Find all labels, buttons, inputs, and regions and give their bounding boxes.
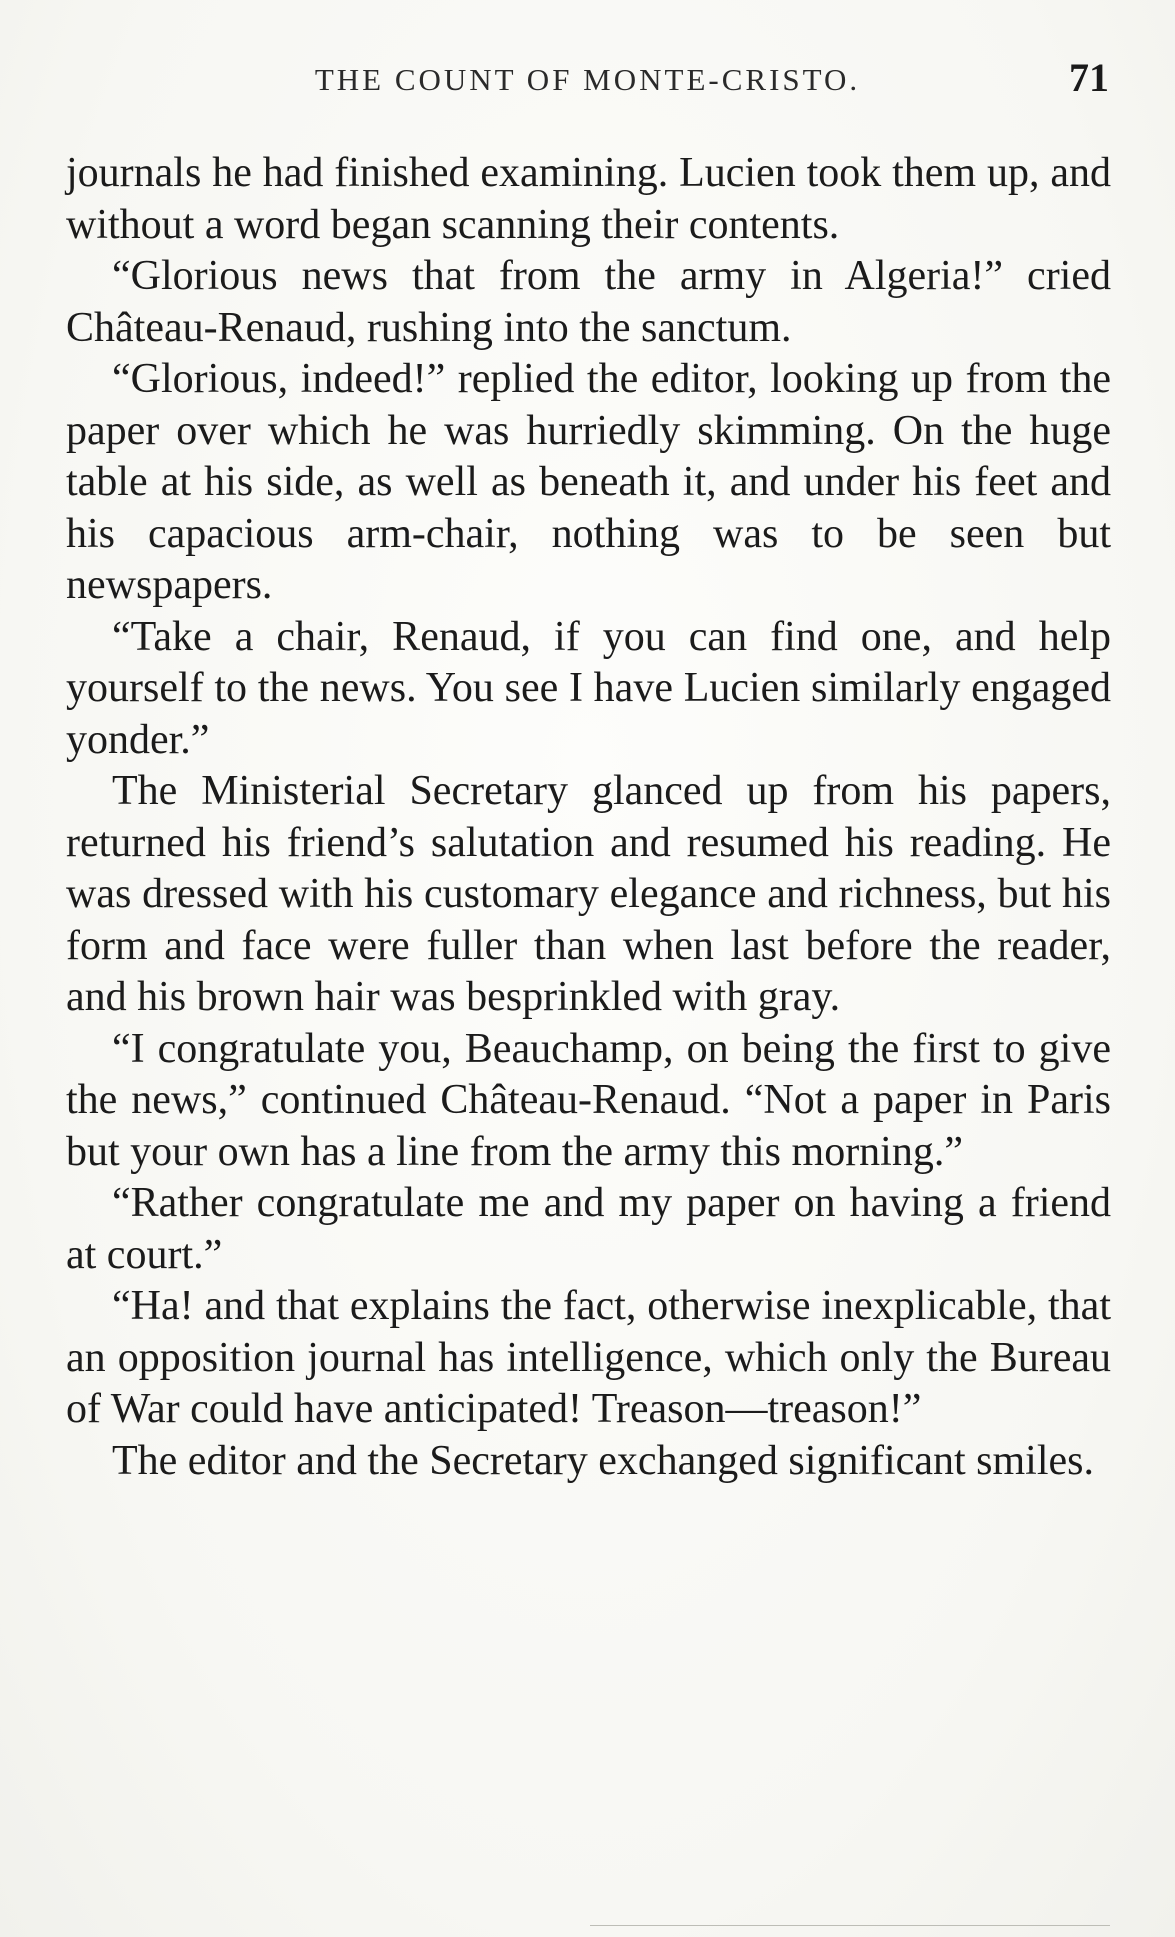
paragraph: “Take a chair, Renaud, if you can find one, and help yourself to the news. You see I have Lucien similarly engaged yonder.” — [66, 613, 1111, 763]
running-head — [66, 54, 1109, 98]
body-text — [66, 148, 1111, 1487]
paragraph: “Ha! and that explains the fact, otherwise inexplicable, that an opposition journal has intelligence, which only the Bureau of War could have anticipated! Treason—treason!” — [66, 1283, 1111, 1432]
paragraph: “Glorious news that from the army in Algeria!” cried Château-Renaud, rushing into the sanctum. — [66, 253, 1111, 351]
paragraph: journals he had finished examining. Lucien took them up, and without a word began scanning their contents. — [66, 150, 1111, 248]
paragraph: “Rather congratulate me and my paper on having a friend at court.” — [66, 1180, 1111, 1278]
bottom-rule — [590, 1925, 1110, 1926]
paragraph: “Glorious, indeed!” replied the editor, looking up from the paper over which he was hurriedly skimming. On the huge table at his side, as well as beneath it, and under his feet and his capacious arm-chair, nothing was to be seen but newspapers. — [66, 356, 1111, 608]
page-number: 71 — [1069, 55, 1109, 100]
paragraph: The editor and the Secretary exchanged significant smiles. — [112, 1437, 1094, 1484]
running-title: THE COUNT OF MONTE-CRISTO. — [314, 62, 861, 97]
paragraph: The Ministerial Secretary glanced up from his papers, returned his friend’s salutation and resumed his reading. He was dressed with his customary elegance and richness, but his form and face were fuller than when last before the reader, and his brown hair was besprinkled with gray. — [66, 768, 1111, 1020]
paragraph: “I congratulate you, Beauchamp, on being the first to give the news,” continued Château-Renaud. “Not a paper in Paris but your own has a line from the army this morning.” — [66, 1025, 1111, 1175]
